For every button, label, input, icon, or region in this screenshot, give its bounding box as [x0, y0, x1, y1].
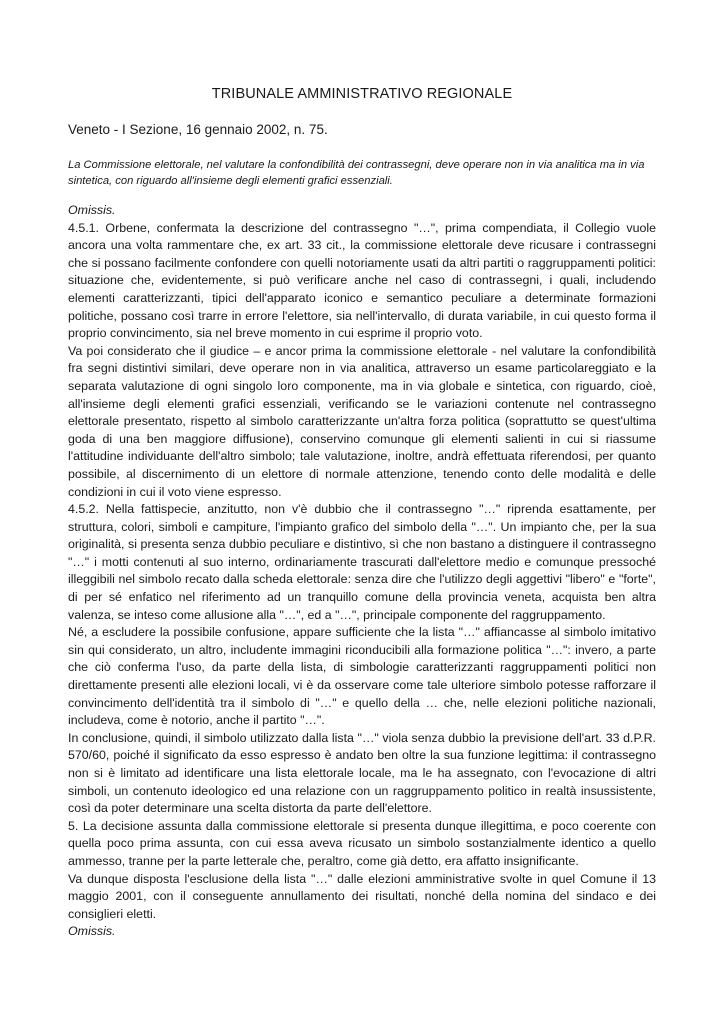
decision-body: [68, 202, 656, 941]
paragraph-confondibilita: Va poi considerato che il giudice – e ancor prima la commissione elettorale - nel valutare la confondibilità fra segni distintivi similari, deve operare non in via analitica, attraverso un esame particolareggiato e la separata valutazione di ogni singolo loro componente, ma in via globale e sintetica, con riguardo, cioè, all'insieme degli elementi grafici essenziali, verificando se le variazioni contenute nel contrassegno elettorale presentato, rispetto al simbolo caratterizzante un'altra forza politica (soprattutto se quest'ultima goda di una ben maggiore diffusione), conservino comunque gli elementi salienti in cui si riassume l'attitudine individuante dell'altro simbolo; tale valutazione, inoltre, andrà effettuata riferendosi, per quanto possibile, al discernimento di un elettore di normale attenzione, tenendo conto delle modalità e delle condizioni in cui il voto viene espresso.: [68, 343, 656, 499]
paragraph-5: 5. La decisione assunta dalla commissione elettorale si presenta dunque illegittima, e poco coerente con quella poco prima assunta, con cui essa aveva ricusato un simbolo sostanzialmente identico a quello ammesso, tranne per la parte letterale che, peraltro, come già detto, era affatto insignificante.: [68, 818, 656, 868]
paragraph-esclusione: Va dunque disposta l'esclusione della lista "…" dalle elezioni amministrative svolte in quel Comune il 13 maggio 2001, con il conseguente annullamento dei risultati, nonché della nomina del sindaco e dei consiglieri eletti.: [68, 871, 656, 921]
court-title: TRIBUNALE AMMINISTRATIVO REGIONALE: [211, 86, 513, 102]
omissis-end: Omissis.: [68, 924, 116, 939]
paragraph-conclusione: In conclusione, quindi, il simbolo utilizzato dalla lista "…" viola senza dubbio la previsione dell'art. 33 d.P.R. 570/60, poiché il significato da esso espresso è andato ben oltre la sua funzione legittima: il contrassegno non si è limitato ad identificare una lista elettorale locale, ma le ha assegnato, con l'evocazione di altri simboli, un contenuto ideologico ed una relazione con un raggruppamento politico in realtà insussistente, così da poter determinare una scelta distorta da parte dell'elettore.: [68, 730, 656, 816]
decision-citation: Veneto - I Sezione, 16 gennaio 2002, n. 75.: [68, 122, 328, 137]
paragraph-4-5-1: 4.5.1. Orbene, confermata la descrizione del contrassegno "…", prima compendiata, il Collegio vuole ancora una volta rammentare che, ex art. 33 cit., la commissione elettorale deve ricusare i contrassegni che si possano facilmente confondere con quelli notoriamente usati da altri partiti o raggruppamenti politici: situazione che, evidentemente, si può verificare anche nel caso di contrassegni, i quali, includendo elementi caratterizzanti, tipici dell'apparato iconico e semantico peculiare a determinate formazioni politiche, possano così trarre in errore l'elettore, sia nell'intervallo, di durata variabile, in cui questo forma il proprio convincimento, sia nel breve momento in cui esprime il proprio voto.: [68, 220, 656, 341]
paragraph-confusione: Né, a escludere la possibile confusione, appare sufficiente che la lista "…" affiancasse al simbolo imitativo sin qui considerato, un altro, includente immagini riconducibili alla formazione politica "…": invero, a parte che ciò conferma l'uso, da parte della lista, di simbologie caratterizzanti raggruppamenti politici non direttamente presenti alle elezioni locali, vi è da osservare come tale ulteriore simbolo potesse rafforzare il convincimento dell'identità tra il simbolo di "…" e quello della … che, nelle elezioni politiche nazionali, includeva, come è notorio, anche il partito "…".: [68, 625, 656, 728]
omissis-start: Omissis.: [68, 203, 116, 217]
headnote: La Commissione elettorale, nel valutare la confondibilità dei contrassegni, deve operare non in via analitica ma in via sintetica, con riguardo all'insieme degli elementi grafici essenziali.: [68, 159, 645, 187]
paragraph-4-5-2: 4.5.2. Nella fattispecie, anzitutto, non v'è dubbio che il contrassegno "…" riprenda esattamente, per struttura, colori, simboli e campiture, l'impianto grafico del simbolo della "…". Un impianto che, per la sua originalità, si presenta senza dubbio peculiare e distintivo, sì che non bastano a distinguere il contrassegno "…" i motti contenuti al suo interno, ordinariamente trascurati dall'elettore medio e comunque pressoché illeggibili nel simbolo recato dalla scheda elettorale: senza dire che l'utilizzo degli aggettivi "libero" e "forte", di per sé enfatico nel riferimento ad un tranquillo comune della provincia veneta, acquista ben altra valenza, se inteso come allusione alla "…", ed a "…", principale componente del raggruppamento.: [68, 502, 656, 622]
